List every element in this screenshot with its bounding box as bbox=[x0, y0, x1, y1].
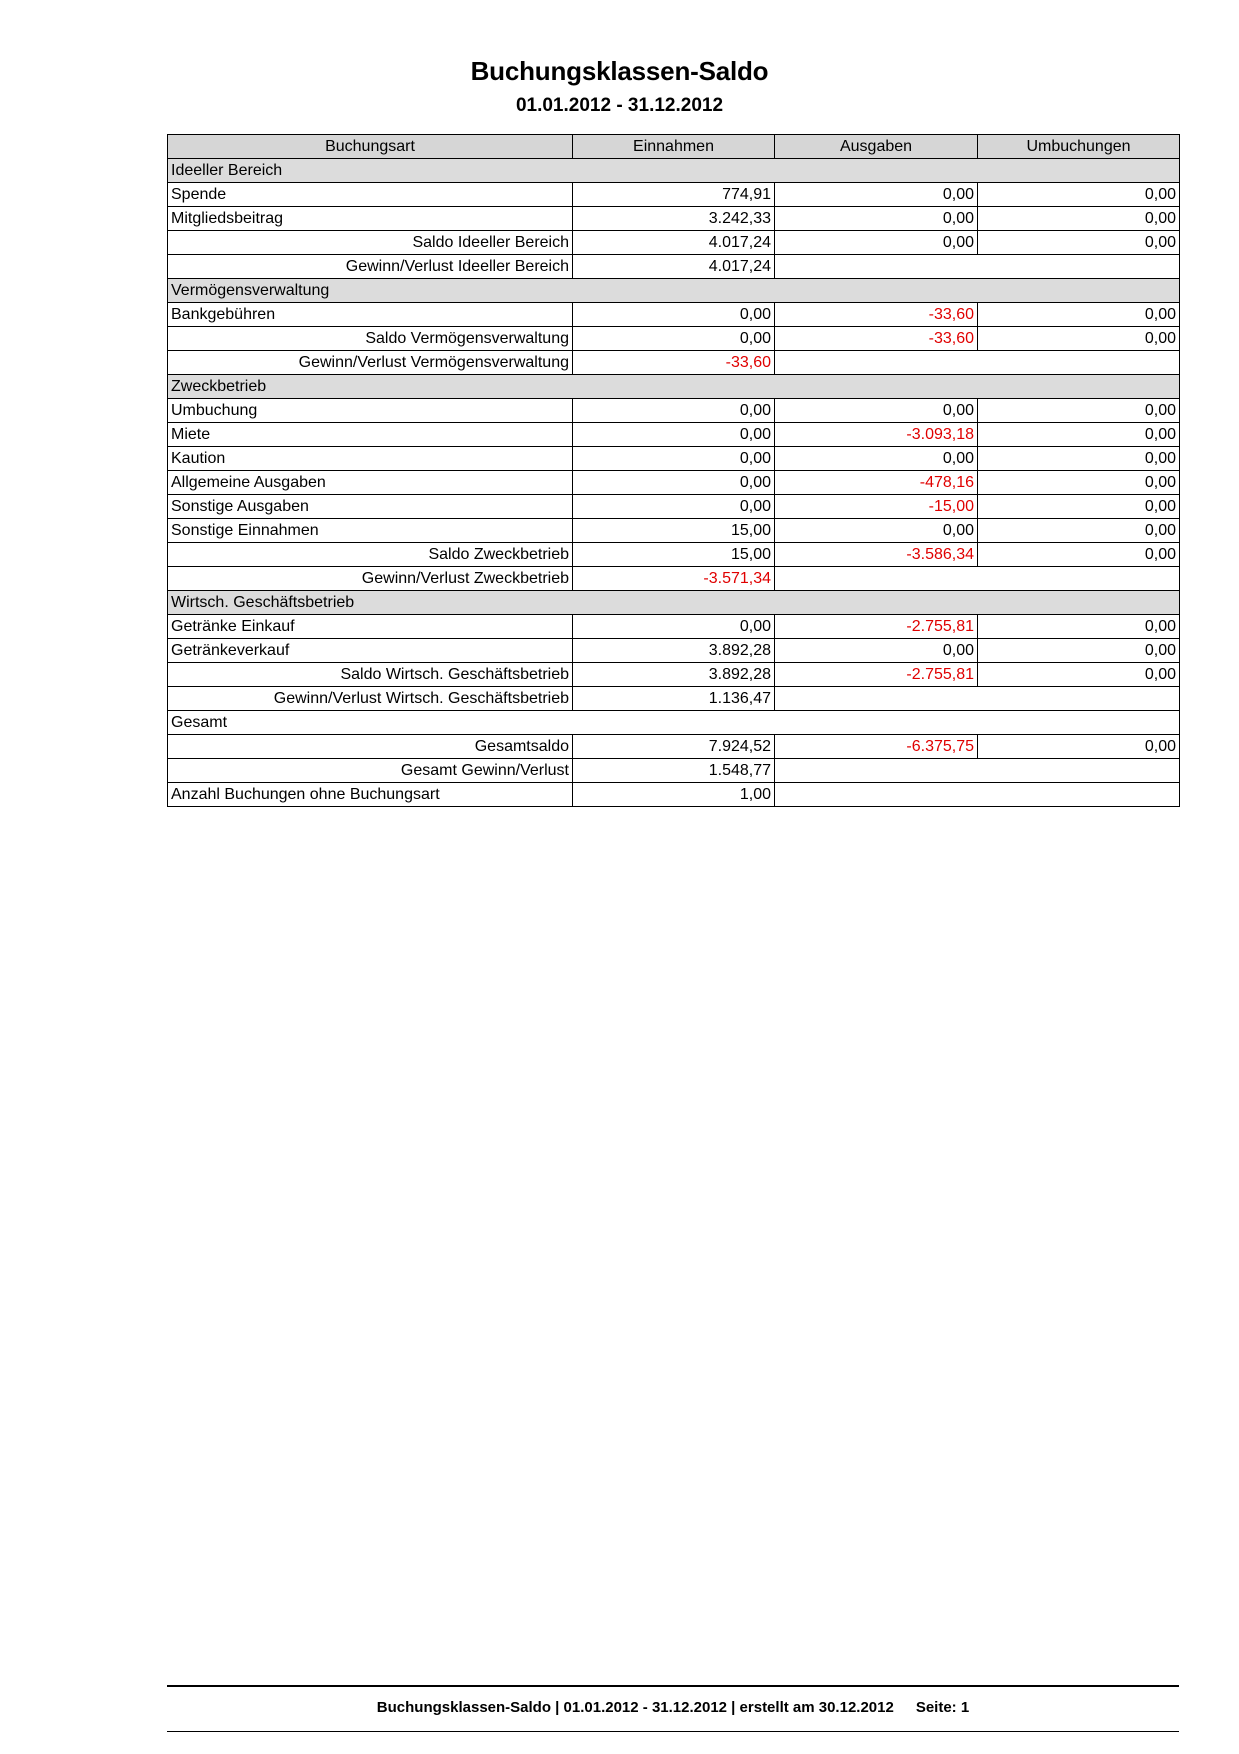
table-row bbox=[168, 471, 1180, 495]
transfer-cell: 0,00 bbox=[978, 447, 1180, 471]
table-row bbox=[168, 639, 1180, 663]
section-title: Zweckbetrieb bbox=[168, 375, 1180, 399]
section-title: Vermögensverwaltung bbox=[168, 279, 1180, 303]
table-header-row bbox=[168, 135, 1180, 159]
expense-cell: -33,60 bbox=[775, 303, 978, 327]
expense-cell: 0,00 bbox=[775, 231, 978, 255]
footer-divider-top bbox=[167, 1685, 1179, 1687]
saldo-label: Saldo Ideeller Bereich bbox=[168, 231, 573, 255]
empty-cell bbox=[775, 783, 1180, 807]
income-cell: 7.924,52 bbox=[573, 735, 775, 759]
expense-cell: -2.755,81 bbox=[775, 615, 978, 639]
empty-cell bbox=[775, 567, 1180, 591]
report-title: Buchungsklassen-Saldo bbox=[470, 56, 769, 86]
table-row bbox=[168, 207, 1180, 231]
profit-loss-label: Gewinn/Verlust Ideeller Bereich bbox=[168, 255, 573, 279]
expense-cell: -3.586,34 bbox=[775, 543, 978, 567]
report-period: 01.01.2012 - 31.12.2012 bbox=[515, 95, 724, 116]
col-header-einnahmen: Einnahmen bbox=[573, 135, 775, 159]
section-header-row bbox=[168, 159, 1180, 183]
row-label: Kaution bbox=[168, 447, 573, 471]
income-cell: 0,00 bbox=[573, 399, 775, 423]
saldo-label: Saldo Zweckbetrieb bbox=[168, 543, 573, 567]
expense-cell: -33,60 bbox=[775, 327, 978, 351]
table-row bbox=[168, 495, 1180, 519]
page-number: Seite: 1 bbox=[915, 1699, 970, 1716]
profit-loss-row bbox=[168, 687, 1180, 711]
income-cell: 0,00 bbox=[573, 615, 775, 639]
transfer-cell: 0,00 bbox=[978, 399, 1180, 423]
expense-cell: 0,00 bbox=[775, 519, 978, 543]
income-cell: 0,00 bbox=[573, 327, 775, 351]
profit-loss-label: Gewinn/Verlust Vermögensverwaltung bbox=[168, 351, 573, 375]
row-label: Allgemeine Ausgaben bbox=[168, 471, 573, 495]
total-saldo-row bbox=[168, 735, 1180, 759]
transfer-cell: 0,00 bbox=[978, 615, 1180, 639]
footer-divider-bottom bbox=[167, 1731, 1179, 1732]
profit-loss-label: Gewinn/Verlust Wirtsch. Geschäftsbetrieb bbox=[168, 687, 573, 711]
transfer-cell: 0,00 bbox=[978, 543, 1180, 567]
row-label: Sonstige Ausgaben bbox=[168, 495, 573, 519]
table-row bbox=[168, 423, 1180, 447]
transfer-cell: 0,00 bbox=[978, 423, 1180, 447]
section-title: Ideeller Bereich bbox=[168, 159, 1180, 183]
profit-loss-value: 4.017,24 bbox=[573, 255, 775, 279]
empty-cell bbox=[775, 687, 1180, 711]
transfer-cell: 0,00 bbox=[978, 231, 1180, 255]
row-label: Sonstige Einnahmen bbox=[168, 519, 573, 543]
income-cell: 0,00 bbox=[573, 447, 775, 471]
table-row bbox=[168, 183, 1180, 207]
income-cell: 3.892,28 bbox=[573, 663, 775, 687]
profit-loss-row bbox=[168, 351, 1180, 375]
expense-cell: 0,00 bbox=[775, 447, 978, 471]
section-header-row bbox=[168, 591, 1180, 615]
transfer-cell: 0,00 bbox=[978, 303, 1180, 327]
saldo-row bbox=[168, 231, 1180, 255]
table-row bbox=[168, 447, 1180, 471]
transfer-cell: 0,00 bbox=[978, 735, 1180, 759]
profit-loss-row bbox=[168, 255, 1180, 279]
section-header-row bbox=[168, 375, 1180, 399]
expense-cell: 0,00 bbox=[775, 183, 978, 207]
saldo-row bbox=[168, 543, 1180, 567]
total-saldo-label: Gesamtsaldo bbox=[168, 735, 573, 759]
page-footer bbox=[167, 1699, 1179, 1716]
transfer-cell: 0,00 bbox=[978, 207, 1180, 231]
footer-text: Buchungsklassen-Saldo | 01.01.2012 - 31.12.2012 | erstellt am 30.12.2012 bbox=[376, 1699, 894, 1716]
income-cell: 3.892,28 bbox=[573, 639, 775, 663]
no-category-value: 1,00 bbox=[573, 783, 775, 807]
table-row bbox=[168, 615, 1180, 639]
expense-cell: 0,00 bbox=[775, 399, 978, 423]
transfer-cell: 0,00 bbox=[978, 639, 1180, 663]
col-header-umbuchungen: Umbuchungen bbox=[978, 135, 1180, 159]
profit-loss-label: Gewinn/Verlust Zweckbetrieb bbox=[168, 567, 573, 591]
col-header-ausgaben: Ausgaben bbox=[775, 135, 978, 159]
no-category-count-row bbox=[168, 783, 1180, 807]
income-cell: 0,00 bbox=[573, 495, 775, 519]
profit-loss-value: 1.136,47 bbox=[573, 687, 775, 711]
table-row bbox=[168, 303, 1180, 327]
saldo-label: Saldo Vermögensverwaltung bbox=[168, 327, 573, 351]
row-label: Getränkeverkauf bbox=[168, 639, 573, 663]
transfer-cell: 0,00 bbox=[978, 495, 1180, 519]
empty-cell bbox=[775, 351, 1180, 375]
section-header-row bbox=[168, 711, 1180, 735]
total-profit-loss-label: Gesamt Gewinn/Verlust bbox=[168, 759, 573, 783]
profit-loss-value: -33,60 bbox=[573, 351, 775, 375]
income-cell: 0,00 bbox=[573, 423, 775, 447]
empty-cell bbox=[775, 759, 1180, 783]
profit-loss-value: -3.571,34 bbox=[573, 567, 775, 591]
row-label: Spende bbox=[168, 183, 573, 207]
row-label: Mitgliedsbeitrag bbox=[168, 207, 573, 231]
empty-cell bbox=[775, 255, 1180, 279]
expense-cell: -6.375,75 bbox=[775, 735, 978, 759]
section-title: Gesamt bbox=[168, 711, 1180, 735]
income-cell: 3.242,33 bbox=[573, 207, 775, 231]
transfer-cell: 0,00 bbox=[978, 327, 1180, 351]
saldo-label: Saldo Wirtsch. Geschäftsbetrieb bbox=[168, 663, 573, 687]
income-cell: 774,91 bbox=[573, 183, 775, 207]
transfer-cell: 0,00 bbox=[978, 183, 1180, 207]
saldo-row bbox=[168, 327, 1180, 351]
income-cell: 15,00 bbox=[573, 543, 775, 567]
income-cell: 4.017,24 bbox=[573, 231, 775, 255]
total-profit-loss-row bbox=[168, 759, 1180, 783]
row-label: Umbuchung bbox=[168, 399, 573, 423]
section-header-row bbox=[168, 279, 1180, 303]
transfer-cell: 0,00 bbox=[978, 663, 1180, 687]
expense-cell: 0,00 bbox=[775, 207, 978, 231]
total-profit-loss-value: 1.548,77 bbox=[573, 759, 775, 783]
profit-loss-row bbox=[168, 567, 1180, 591]
income-cell: 0,00 bbox=[573, 471, 775, 495]
table-row bbox=[168, 519, 1180, 543]
transfer-cell: 0,00 bbox=[978, 471, 1180, 495]
income-cell: 0,00 bbox=[573, 303, 775, 327]
col-header-buchungsart: Buchungsart bbox=[168, 135, 573, 159]
transfer-cell: 0,00 bbox=[978, 519, 1180, 543]
balance-table bbox=[167, 134, 1180, 807]
section-title: Wirtsch. Geschäftsbetrieb bbox=[168, 591, 1180, 615]
row-label: Miete bbox=[168, 423, 573, 447]
table-row bbox=[168, 399, 1180, 423]
expense-cell: -3.093,18 bbox=[775, 423, 978, 447]
row-label: Bankgebühren bbox=[168, 303, 573, 327]
expense-cell: -15,00 bbox=[775, 495, 978, 519]
no-category-label: Anzahl Buchungen ohne Buchungsart bbox=[168, 783, 573, 807]
income-cell: 15,00 bbox=[573, 519, 775, 543]
row-label: Getränke Einkauf bbox=[168, 615, 573, 639]
saldo-row bbox=[168, 663, 1180, 687]
expense-cell: -2.755,81 bbox=[775, 663, 978, 687]
expense-cell: 0,00 bbox=[775, 639, 978, 663]
expense-cell: -478,16 bbox=[775, 471, 978, 495]
